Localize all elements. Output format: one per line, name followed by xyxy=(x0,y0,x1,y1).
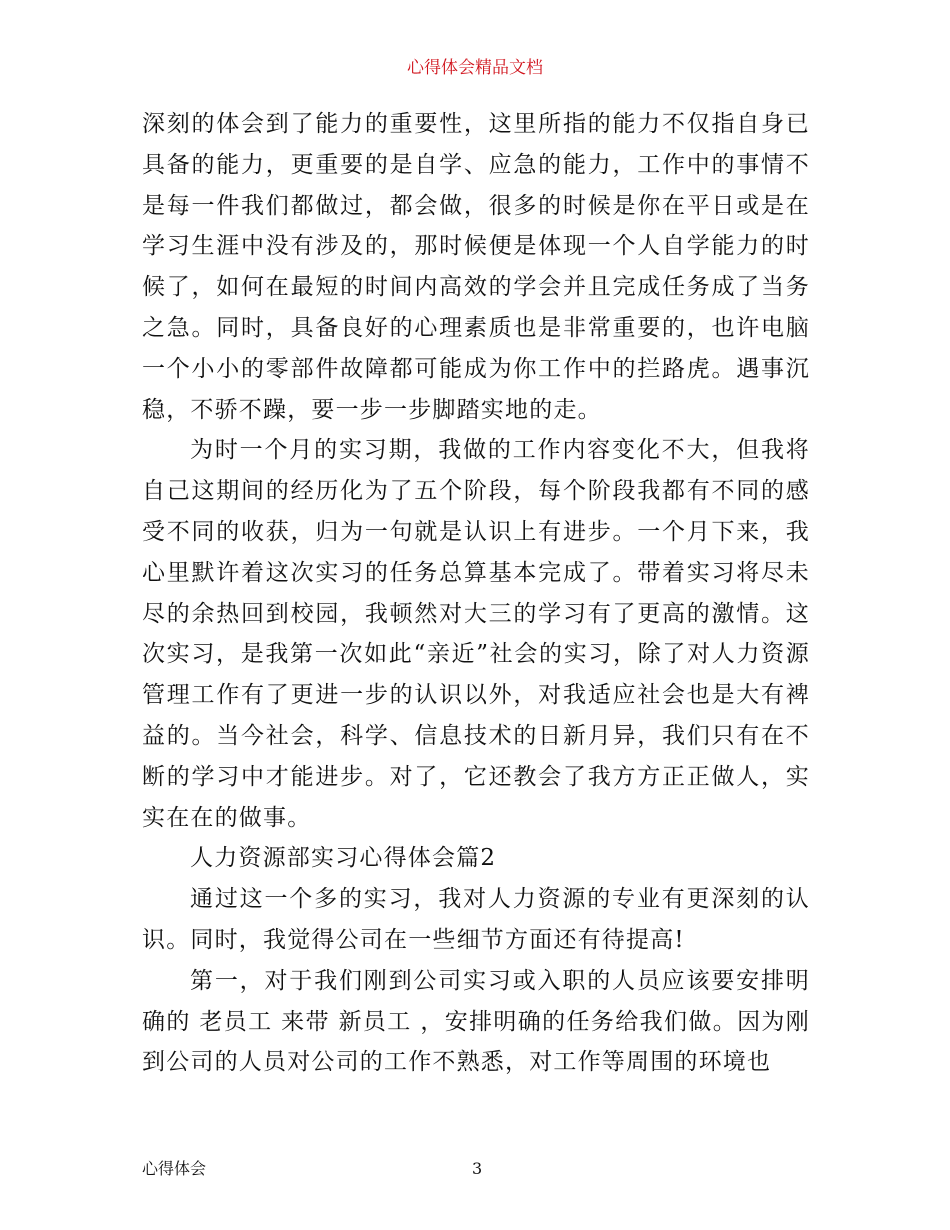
paragraph-1: 深刻的体会到了能力的重要性，这里所指的能力不仅指自身已具备的能力，更重要的是自学、应急的能力，工作中的事情不是每一件我们都做过，都会做，很多的时候是你在平日或是在学习生涯中没有涉及的，那时候便是体现一个人自学能力的时候了，如何在最短的时间内高效的学会并且完成任务成了当务之急。同时，具备良好的心理素质也是非常重要的，也许电脑一个小小的零部件故障都可能成为你工作中的拦路虎。遇事沉稳，不骄不躁，要一步一步脚踏实地的走。 xyxy=(142,111,810,423)
document-body xyxy=(142,104,810,1083)
footer-label: 心得体会 xyxy=(142,1159,207,1178)
paragraph-3: 通过这一个多的实习，我对人力资源的专业有更深刻的认识。同时，我觉得公司在一些细节方面还有待提高! xyxy=(142,886,810,953)
header-title: 心得体会精品文档 xyxy=(407,58,543,78)
paragraph-4: 第一，对于我们刚到公司实习或入职的人员应该要安排明确的 老员工 来带 新员工 ，安排明确的任务给我们做。因为刚到公司的人员对公司的工作不熟悉，对工作等周围的环境也 xyxy=(142,967,810,1076)
page-number: 3 xyxy=(472,1159,483,1178)
section-heading: 人力资源部实习心得体会篇2 xyxy=(190,845,497,872)
page-header xyxy=(0,56,950,80)
paragraph-2: 为时一个月的实习期，我做的工作内容变化不大，但我将自己这期间的经历化为了五个阶段，每个阶段我都有不同的感受不同的收获，归为一句就是认识上有进步。一个月下来，我心里默许着这次实习的任务总算基本完成了。带着实习将尽未尽的余热回到校园，我顿然对大三的学习有了更高的激情。这次实习，是我第一次如此“亲近”社会的实习，除了对人力资源管理工作有了更进一步的认识以外，对我适应社会也是大有裨益的。当今社会，科学、信息技术的日新月异，我们只有在不断的学习中才能进步。对了，它还教会了我方方正正做人，实实在在的做事。 xyxy=(142,437,810,831)
